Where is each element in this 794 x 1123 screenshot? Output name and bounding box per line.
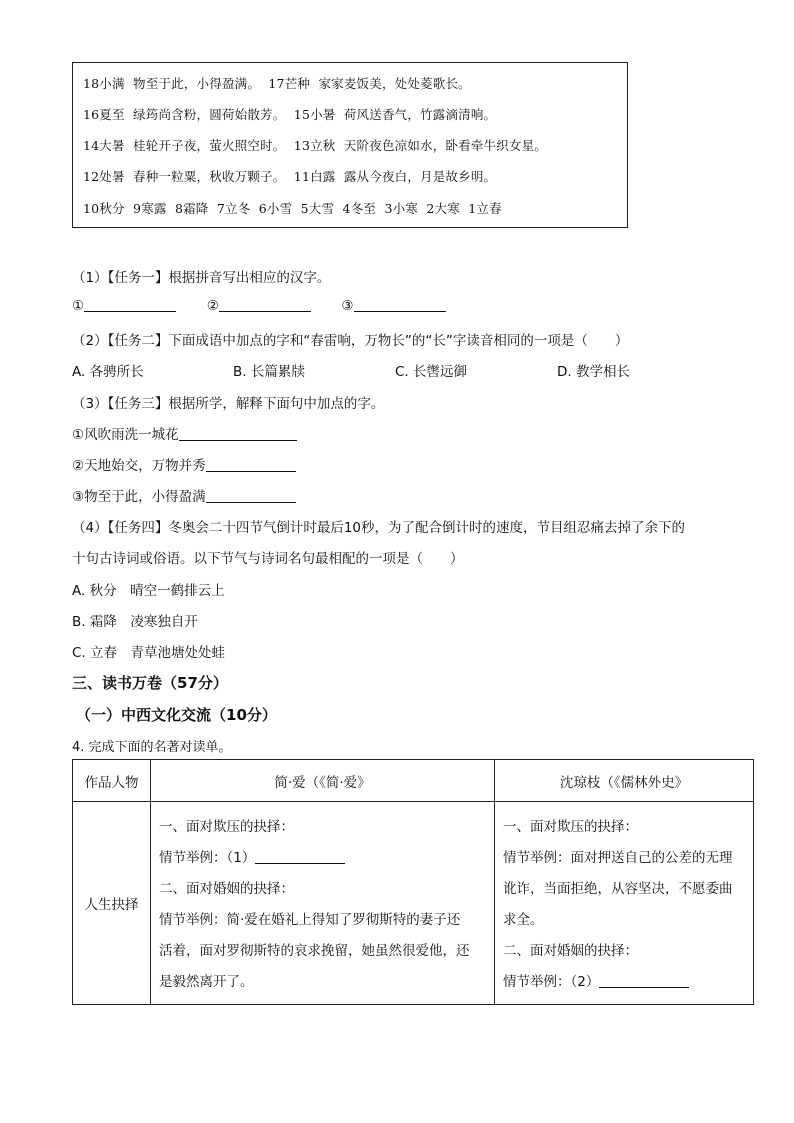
q4-prompt: 4. 完成下面的名著对读单。 <box>72 740 232 755</box>
task3-item-1-text: ①风吹雨洗一城花 <box>72 427 179 443</box>
shen-line-1: 一、面对欺压的抉择： <box>503 819 638 835</box>
terms-line-5: 10秋分 9寒露 8霜降 7立冬 6小雪 5大雪 4冬至 3小寒 2大寒 1立春 <box>83 201 502 216</box>
task3-blank-2[interactable] <box>206 457 296 472</box>
task1-blank-3[interactable] <box>354 297 446 312</box>
task2-option-a[interactable]: A. 各骋所长 <box>72 364 144 380</box>
header-jane-eyre: 简·爱（《简·爱》 <box>151 760 495 802</box>
jane-line-3: 二、面对婚姻的抉择： <box>159 881 294 897</box>
task1-marker-2: ② <box>206 298 219 314</box>
task1-blank-2[interactable] <box>219 297 311 312</box>
table-row-life-choice <box>73 802 754 1005</box>
task4-prompt-line-2: 十句古诗词或俗语。以下节气与诗词名句最相配的一项是（ ） <box>72 551 464 567</box>
task4-option-b[interactable]: B. 霜降 凌寒独自开 <box>72 614 198 630</box>
task3-blank-3[interactable] <box>206 488 296 503</box>
task2-option-b[interactable]: B. 长篇累牍 <box>233 364 305 380</box>
task4-option-c[interactable]: C. 立春 青草池塘处处蛙 <box>72 645 226 661</box>
section-3-title: 三、读书万卷（57分） <box>72 674 228 692</box>
shen-line-6 <box>503 967 745 998</box>
header-shen-qiongzhi: 沈琼枝（《儒林外史》 <box>495 760 754 802</box>
cell-shen-qiongzhi <box>495 802 754 1005</box>
task3-item-2-text: ②天地始交，万物并秀 <box>72 458 206 474</box>
header-character: 作品人物 <box>73 760 151 802</box>
task3-item-1 <box>72 423 297 443</box>
terms-line-3: 14大暑 桂轮开子夜，萤火照空时。 13立秋 天阶夜色凉如水，卧看牵牛织女星。 <box>83 138 548 153</box>
shen-blank-2[interactable] <box>599 973 689 988</box>
shen-line-4: 求全。 <box>503 912 544 928</box>
task1-marker-1: ① <box>72 298 85 314</box>
task3-prompt: （3）【任务三】根据所学，解释下面句中加点的字。 <box>72 396 385 412</box>
shen-line-6-text: 情节举例：（2） <box>503 974 600 990</box>
task3-blank-1[interactable] <box>179 426 297 441</box>
terms-line-2: 16夏至 绿筠尚含粉，圆荷始散芳。 15小暑 荷风送香气，竹露滴清响。 <box>83 107 497 122</box>
task4-prompt-line-1: （4）【任务四】冬奥会二十四节气倒计时最后10秒，为了配合倒计时的速度，节目组忍痛去掉了余下的 <box>72 520 686 536</box>
jane-line-6: 是毅然离开了。 <box>159 974 254 990</box>
task3-item-3-text: ③物至于此，小得盈满 <box>72 489 206 505</box>
task2-option-c[interactable]: C. 长辔远御 <box>395 364 468 380</box>
terms-line-1: 18小满 物至于此，小得盈满。 17芒种 家家麦饭美，处处菱歌长。 <box>83 76 471 91</box>
terms-line-4: 12处暑 春种一粒粟，秋收万颗子。 11白露 露从今夜白，月是故乡明。 <box>83 169 497 184</box>
jane-line-2 <box>159 843 486 874</box>
task1-blank-1[interactable] <box>84 297 176 312</box>
shen-line-2: 情节举例：面对押送自己的公差的无理 <box>503 850 733 866</box>
jane-line-1: 一、面对欺压的抉择： <box>159 819 294 835</box>
shen-line-5: 二、面对婚姻的抉择： <box>503 943 638 959</box>
task1-prompt: （1）【任务一】根据拼音写出相应的汉字。 <box>72 270 331 286</box>
task2-prompt: （2）【任务二】下面成语中加点的字和“春雷响，万物长”的“长”字读音相同的一项是（ ） <box>72 333 629 349</box>
task1-marker-3: ③ <box>341 298 354 314</box>
task1-blanks <box>72 297 446 314</box>
task2-option-d[interactable]: D. 教学相长 <box>557 364 630 380</box>
task4-option-a[interactable]: A. 秋分 晴空一鹤排云上 <box>72 583 225 599</box>
shen-line-3: 讹诈，当面拒绝，从容坚决，不愿委曲 <box>503 881 733 897</box>
task3-item-2 <box>72 454 296 474</box>
table-header-row <box>73 760 754 802</box>
section-3-subtitle-1: （一）中西文化交流（10分） <box>76 706 277 724</box>
jane-line-5: 活着，面对罗彻斯特的哀求挽留，她虽然很爱他，还 <box>159 943 470 959</box>
solar-terms-box <box>72 62 628 228</box>
row-label-life-choice: 人生抉择 <box>73 802 151 1005</box>
jane-blank-1[interactable] <box>255 849 345 864</box>
cell-jane-eyre <box>151 802 495 1005</box>
reading-comparison-table <box>72 759 754 1005</box>
jane-line-2-text: 情节举例：（1） <box>159 850 256 866</box>
jane-line-4: 情节举例：简·爱在婚礼上得知了罗彻斯特的妻子还 <box>159 912 461 928</box>
task3-item-3 <box>72 485 296 505</box>
